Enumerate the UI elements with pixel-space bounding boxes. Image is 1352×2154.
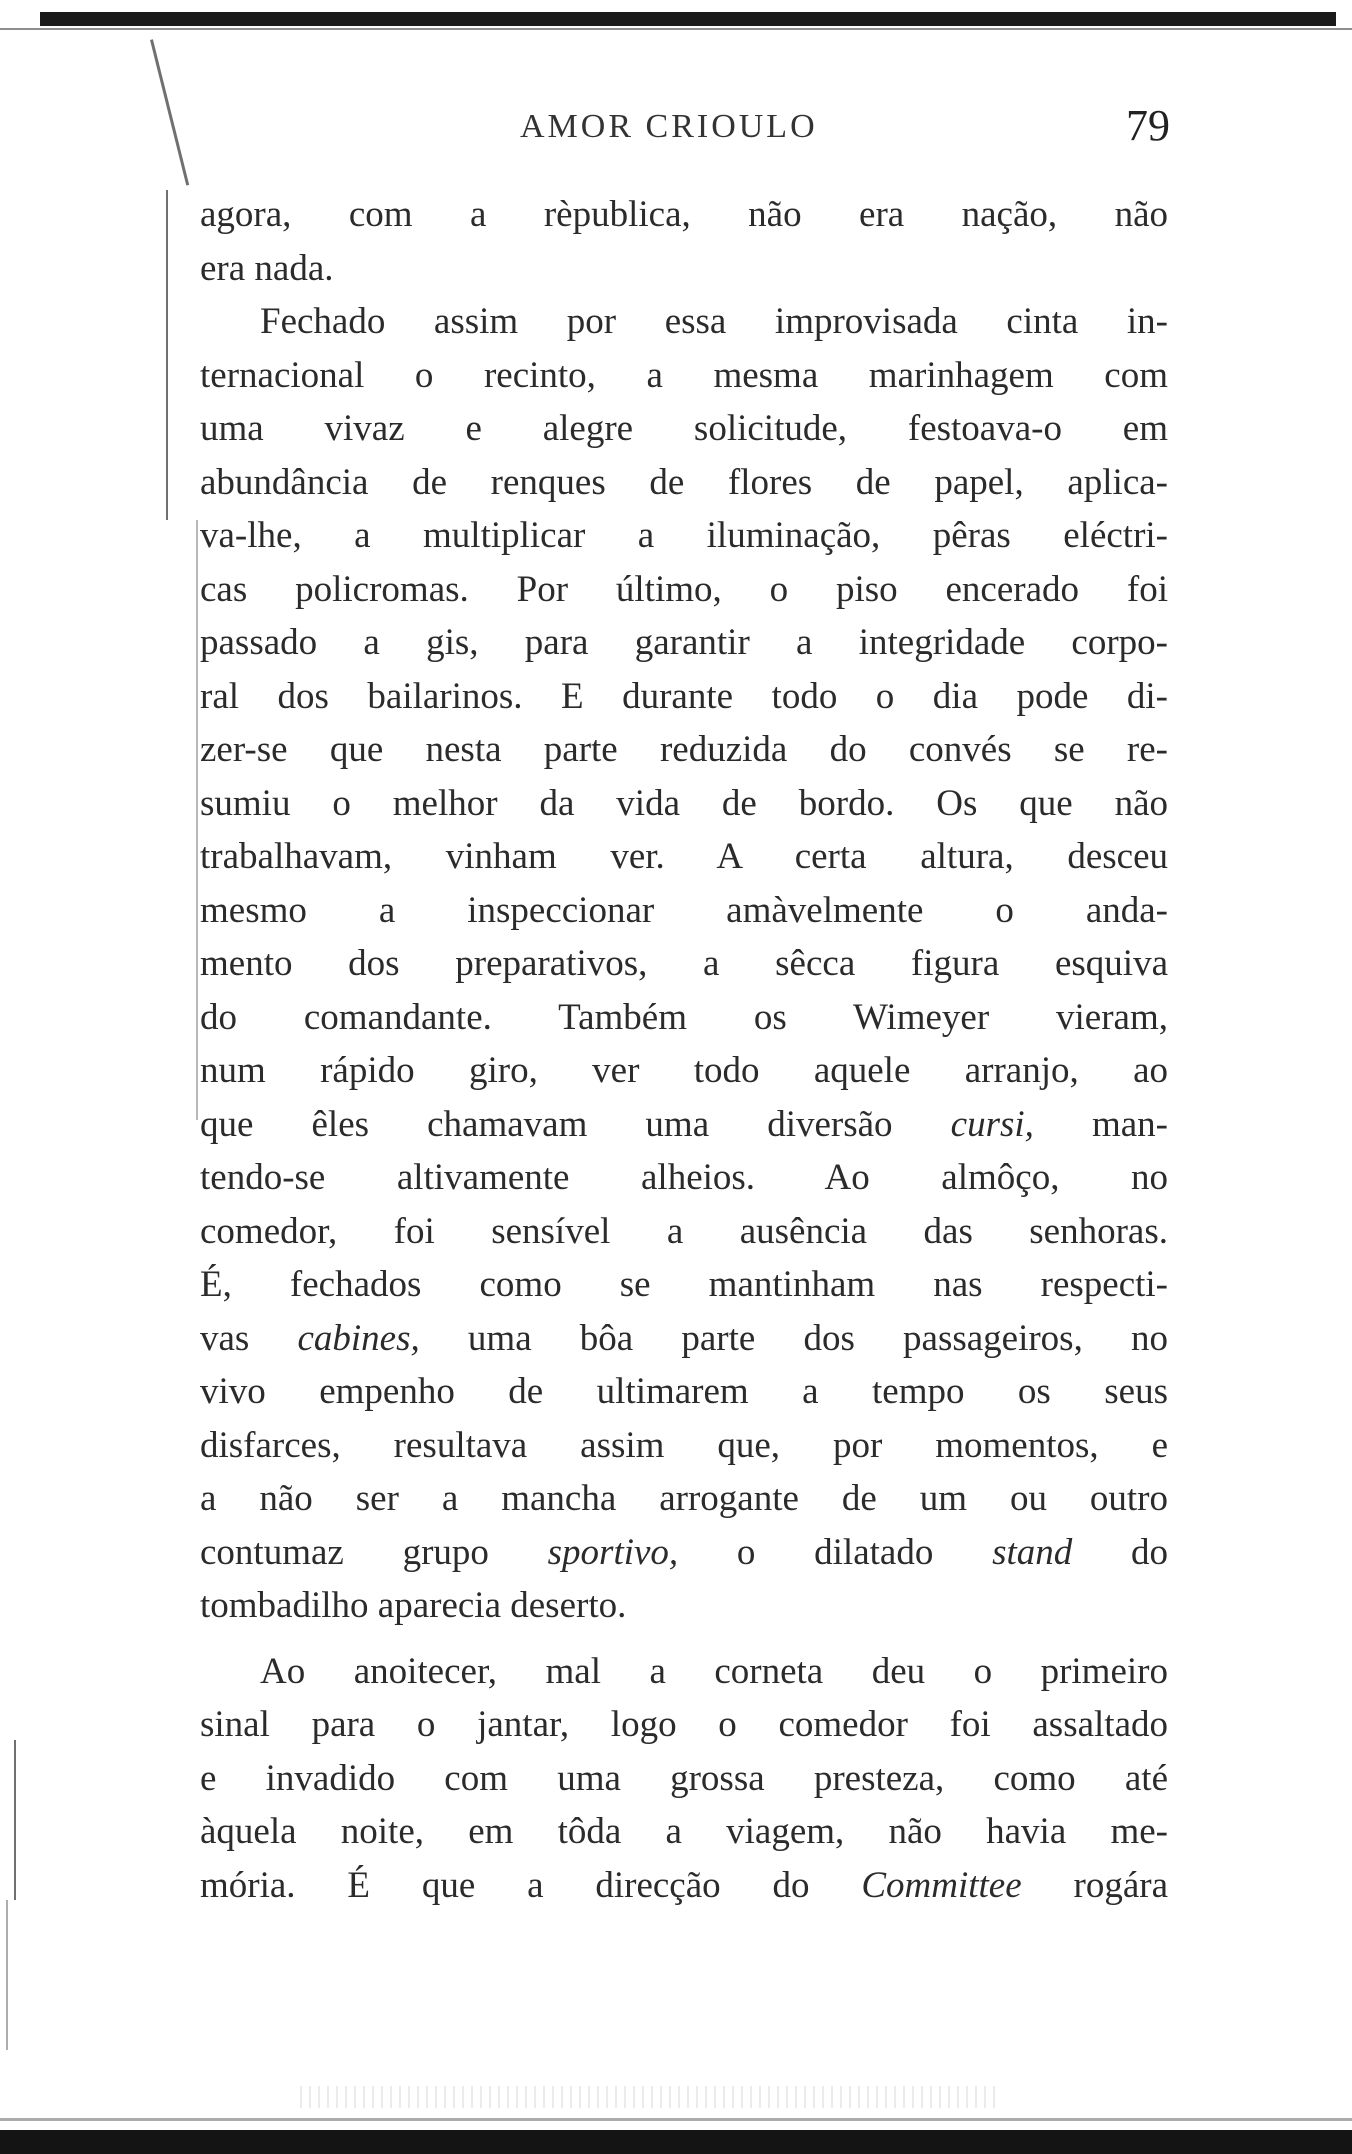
page-number: 79 [1126,101,1170,150]
text-segment: uma bôa parte dos passageiros, no [419,1317,1168,1359]
text-line: do comandante. Também os Wimeyer vieram, [200,996,1168,1038]
text-line: abundância de renques de flores de papel, aplica- [200,461,1168,503]
margin-scan-line [166,190,168,520]
text-line [200,1312,1168,1366]
text-line: va-lhe, a multiplicar a iluminação, pêras eléctri- [200,515,1168,556]
text-segment: rogára [1021,1864,1168,1906]
italic-word: Committee [861,1864,1022,1906]
text-line: Ao anoitecer, mal a corneta deu o primeiro [260,1650,1168,1692]
text-line: cas policromas. Por último, o piso encerado foi [200,568,1168,610]
italic-word: stand [992,1531,1073,1573]
text-line [200,1526,1168,1580]
paragraph-gap [200,1633,1168,1645]
text-line: trabalhavam, vinham ver. A certa altura, desceu [200,836,1168,877]
text-segment: vas [200,1317,298,1359]
text-line: ternacional o recinto, a mesma marinhagem com [200,354,1168,396]
bottom-border-rule [0,2130,1352,2154]
text-segment: mória. É que a direcção do [200,1864,862,1906]
text-line: tombadilho aparecia deserto. [200,1585,627,1626]
top-thin-rule [0,28,1352,30]
text-line: mento dos preparativos, a sêcca figura esquiva [200,943,1168,984]
text-line: num rápido giro, ver todo aquele arranjo, ao [200,1050,1168,1091]
bottom-thin-rule [0,2118,1352,2121]
text-line: disfarces, resultava assim que, por momentos, e [200,1424,1168,1466]
text-line: a não ser a mancha arrogante de um ou outro [200,1478,1168,1519]
text-line: Fechado assim por essa improvisada cinta in- [260,301,1168,342]
text-line: mesmo a inspeccionar amàvelmente o anda- [200,889,1168,931]
text-line [200,1859,1168,1913]
text-segment: man- [1033,1103,1168,1145]
body-text [200,188,1168,1912]
text-line: zer-se que nesta parte reduzida do convés se re- [200,729,1168,770]
text-segment: o dilatado [678,1531,993,1573]
text-line: àquela noite, em tôda a viagem, não havia me- [200,1811,1168,1852]
text-line: sumiu o melhor da vida de bordo. Os que não [200,782,1168,824]
margin-scan-line [6,1900,8,2050]
page-header [160,101,1170,160]
text-line: e invadido com uma grossa presteza, como até [200,1757,1168,1799]
running-title: AMOR CRIOULO [520,108,818,145]
margin-scan-line [14,1740,16,1900]
text-line: vivo empenho de ultimarem a tempo os seus [200,1371,1168,1412]
text-line: sinal para o jantar, logo o comedor foi assaltado [200,1704,1168,1745]
italic-word: cursi, [950,1103,1034,1145]
top-border-rule [40,12,1336,26]
text-line: era nada. [200,247,334,289]
text-line: ral dos bailarinos. E durante todo o dia pode di- [200,675,1168,717]
text-segment: que êles chamavam uma diversão [200,1103,951,1145]
text-line: tendo-se altivamente alheios. Ao almôço, no [200,1157,1168,1198]
text-segment: contumaz grupo [200,1531,548,1573]
scan-speckle [300,2086,1000,2108]
text-line: passado a gis, para garantir a integridade corpo- [200,622,1168,663]
text-line: É, fechados como se mantinham nas respecti- [200,1264,1168,1305]
text-line: comedor, foi sensível a ausência das senhoras. [200,1210,1168,1252]
text-line: uma vivaz e alegre solicitude, festoava-o em [200,408,1168,449]
text-segment: do [1072,1531,1169,1573]
text-line [200,1098,1168,1152]
margin-scan-line [196,520,198,1120]
text-line: agora, com a rèpublica, não era nação, não [200,194,1168,235]
italic-word: cabines, [297,1317,420,1359]
italic-word: sportivo, [547,1531,679,1573]
